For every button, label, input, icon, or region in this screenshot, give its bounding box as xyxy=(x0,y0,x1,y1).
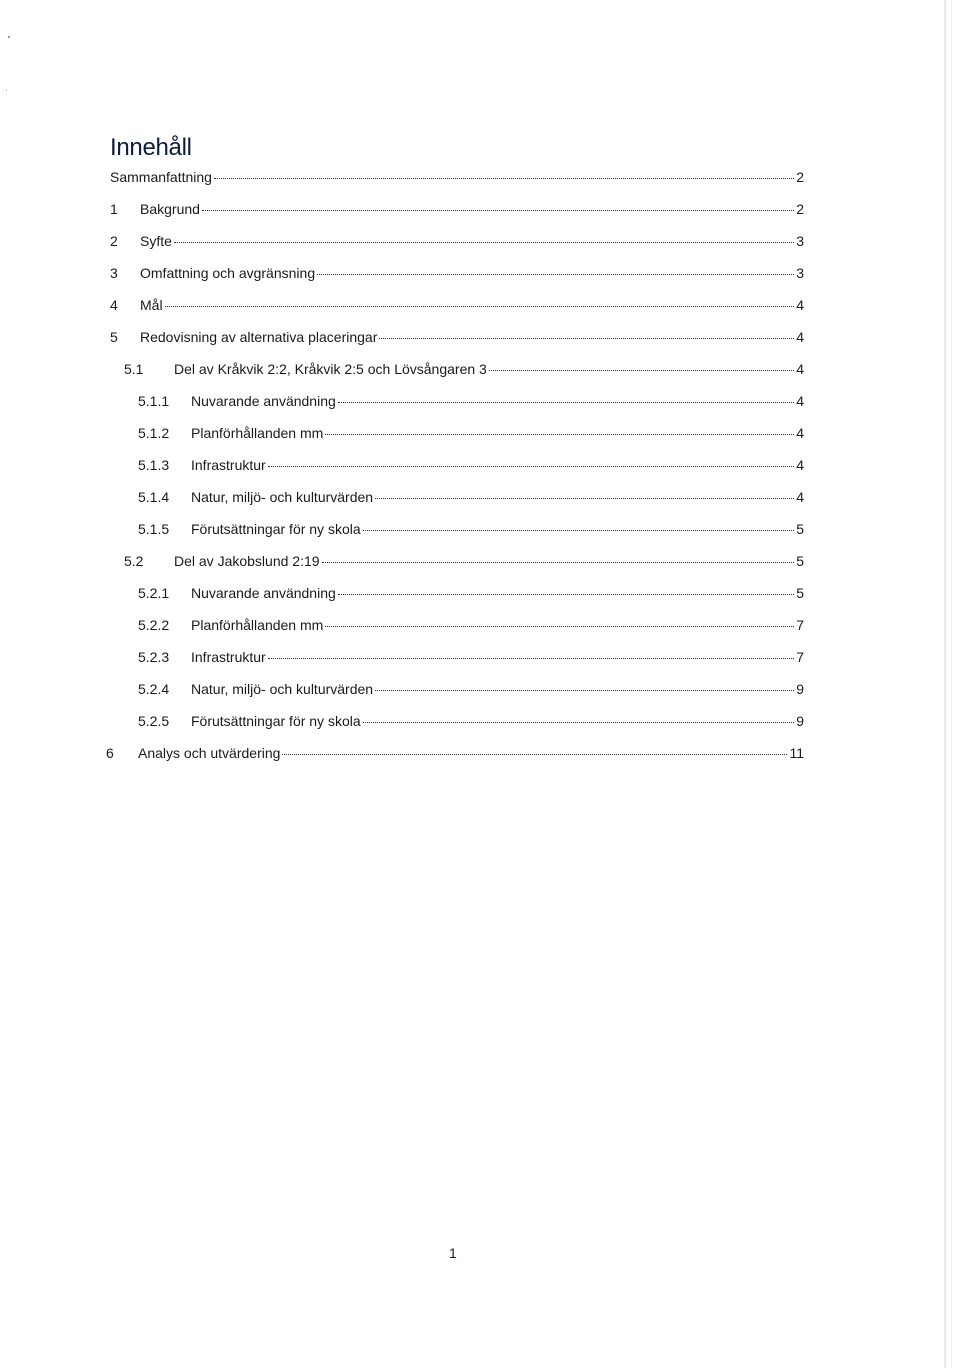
toc-dot-leader xyxy=(174,228,794,243)
toc-entry[interactable] xyxy=(110,230,804,252)
scan-dot xyxy=(8,36,10,38)
toc-entry-page: 4 xyxy=(796,393,804,409)
toc-entry-page: 7 xyxy=(796,617,804,633)
scan-edge-artifact xyxy=(951,0,952,1368)
toc-entry-page: 5 xyxy=(796,553,804,569)
toc-entry[interactable] xyxy=(138,390,804,412)
toc-entry[interactable] xyxy=(110,294,804,316)
toc-entry[interactable] xyxy=(138,710,804,732)
toc-entry-label: Sammanfattning xyxy=(110,169,212,185)
toc-entry-label: Bakgrund xyxy=(140,201,200,217)
toc-entry-page: 4 xyxy=(796,297,804,313)
toc-dot-leader xyxy=(375,676,794,691)
toc-entry[interactable] xyxy=(124,550,804,572)
toc-entry[interactable] xyxy=(138,422,804,444)
toc-dot-leader xyxy=(379,324,794,339)
toc-entry-label: Natur, miljö- och kulturvärden xyxy=(191,681,374,697)
toc-entry-label: Del av Jakobslund 2:19 xyxy=(174,553,320,569)
toc-entry-label: Planförhållanden mm xyxy=(191,425,324,441)
toc-entry[interactable] xyxy=(110,262,804,284)
toc-entry[interactable] xyxy=(138,614,804,636)
toc-entry[interactable] xyxy=(138,518,804,540)
toc-entry-number: 5.1 xyxy=(124,361,144,377)
toc-entry-page: 4 xyxy=(796,361,804,377)
toc-entry-label: Analys och utvärdering xyxy=(138,745,281,761)
toc-dot-leader xyxy=(317,260,794,275)
toc-entry-page: 4 xyxy=(796,425,804,441)
toc-entry-label: Redovisning av alternativa placeringar xyxy=(140,329,378,345)
toc-entry-page: 4 xyxy=(796,329,804,345)
toc-entry-number: 5.1.1 xyxy=(138,393,170,409)
toc-entry-label: Mål xyxy=(140,297,163,313)
toc-entry-page: 2 xyxy=(796,201,804,217)
toc-entry-number: 5.1.4 xyxy=(138,489,170,505)
toc-entry[interactable] xyxy=(138,678,804,700)
toc-entry-page: 9 xyxy=(796,681,804,697)
toc-entry-number: 5.1.3 xyxy=(138,457,170,473)
toc-entry-number: 5.1.5 xyxy=(138,521,170,537)
toc-title: Innehåll xyxy=(110,134,192,161)
toc-entry-page: 5 xyxy=(796,521,804,537)
toc-entry-page: 5 xyxy=(796,585,804,601)
toc-dot-leader xyxy=(282,740,787,755)
toc-entry-number: 5.2.2 xyxy=(138,617,170,633)
toc-dot-leader xyxy=(363,708,795,723)
toc-entry-number: 5.2.4 xyxy=(138,681,170,697)
toc-dot-leader xyxy=(325,612,794,627)
toc-dot-leader xyxy=(268,452,795,467)
scan-dot xyxy=(6,90,7,91)
toc-entry-page: 4 xyxy=(796,457,804,473)
toc-entry[interactable] xyxy=(110,166,804,188)
page-number: 1 xyxy=(449,1245,457,1261)
toc-dot-leader xyxy=(375,484,794,499)
toc-entry-number: 1 xyxy=(110,201,118,217)
toc-entry-label: Infrastruktur xyxy=(191,457,266,473)
toc-entry-page: 2 xyxy=(796,169,804,185)
toc-dot-leader xyxy=(214,164,794,179)
toc-entry-label: Del av Kråkvik 2:2, Kråkvik 2:5 och Lövsångaren 3 xyxy=(174,361,487,377)
toc-entry-label: Syfte xyxy=(140,233,172,249)
toc-entry-label: Nuvarande användning xyxy=(191,585,336,601)
toc-entry-page: 11 xyxy=(789,745,804,761)
toc-entry[interactable] xyxy=(110,198,804,220)
toc-entry-label: Omfattning och avgränsning xyxy=(140,265,316,281)
toc-dot-leader xyxy=(325,420,794,435)
toc-entry-label: Planförhållanden mm xyxy=(191,617,324,633)
toc-dot-leader xyxy=(338,388,794,403)
toc-dot-leader xyxy=(202,196,794,211)
toc-entry-label: Nuvarande användning xyxy=(191,393,336,409)
toc-entry-label: Natur, miljö- och kulturvärden xyxy=(191,489,374,505)
toc-entry-label: Förutsättningar för ny skola xyxy=(191,713,361,729)
toc-dot-leader xyxy=(322,548,795,563)
toc-entry-page: 4 xyxy=(796,489,804,505)
toc-dot-leader xyxy=(338,580,794,595)
toc-entry[interactable] xyxy=(138,454,804,476)
toc-entry-page: 9 xyxy=(796,713,804,729)
toc-entry[interactable] xyxy=(138,582,804,604)
toc-entry[interactable] xyxy=(110,326,804,348)
toc-entry-number: 5 xyxy=(110,329,118,345)
toc-entry-number: 5.2.1 xyxy=(138,585,170,601)
toc-dot-leader xyxy=(165,292,795,307)
toc-entry-number: 6 xyxy=(106,745,114,761)
toc-entry-number: 4 xyxy=(110,297,118,313)
toc-entry-number: 5.2.3 xyxy=(138,649,170,665)
toc-entry[interactable] xyxy=(138,486,804,508)
toc-entry-label: Förutsättningar för ny skola xyxy=(191,521,361,537)
toc-entry-number: 5.1.2 xyxy=(138,425,170,441)
toc-entry-number: 5.2 xyxy=(124,553,144,569)
toc-entry-number: 3 xyxy=(110,265,118,281)
toc-entry-number: 2 xyxy=(110,233,118,249)
toc-dot-leader xyxy=(489,356,794,371)
toc-entry-label: Infrastruktur xyxy=(191,649,266,665)
toc-entry[interactable] xyxy=(138,646,804,668)
toc-entry-page: 3 xyxy=(796,265,804,281)
toc-entry[interactable] xyxy=(106,742,804,764)
toc-entry[interactable] xyxy=(124,358,804,380)
toc-dot-leader xyxy=(268,644,795,659)
scan-edge-artifact xyxy=(944,0,946,1368)
toc-entry-page: 7 xyxy=(796,649,804,665)
toc-entry-page: 3 xyxy=(796,233,804,249)
toc-dot-leader xyxy=(363,516,795,531)
toc-entry-number: 5.2.5 xyxy=(138,713,170,729)
